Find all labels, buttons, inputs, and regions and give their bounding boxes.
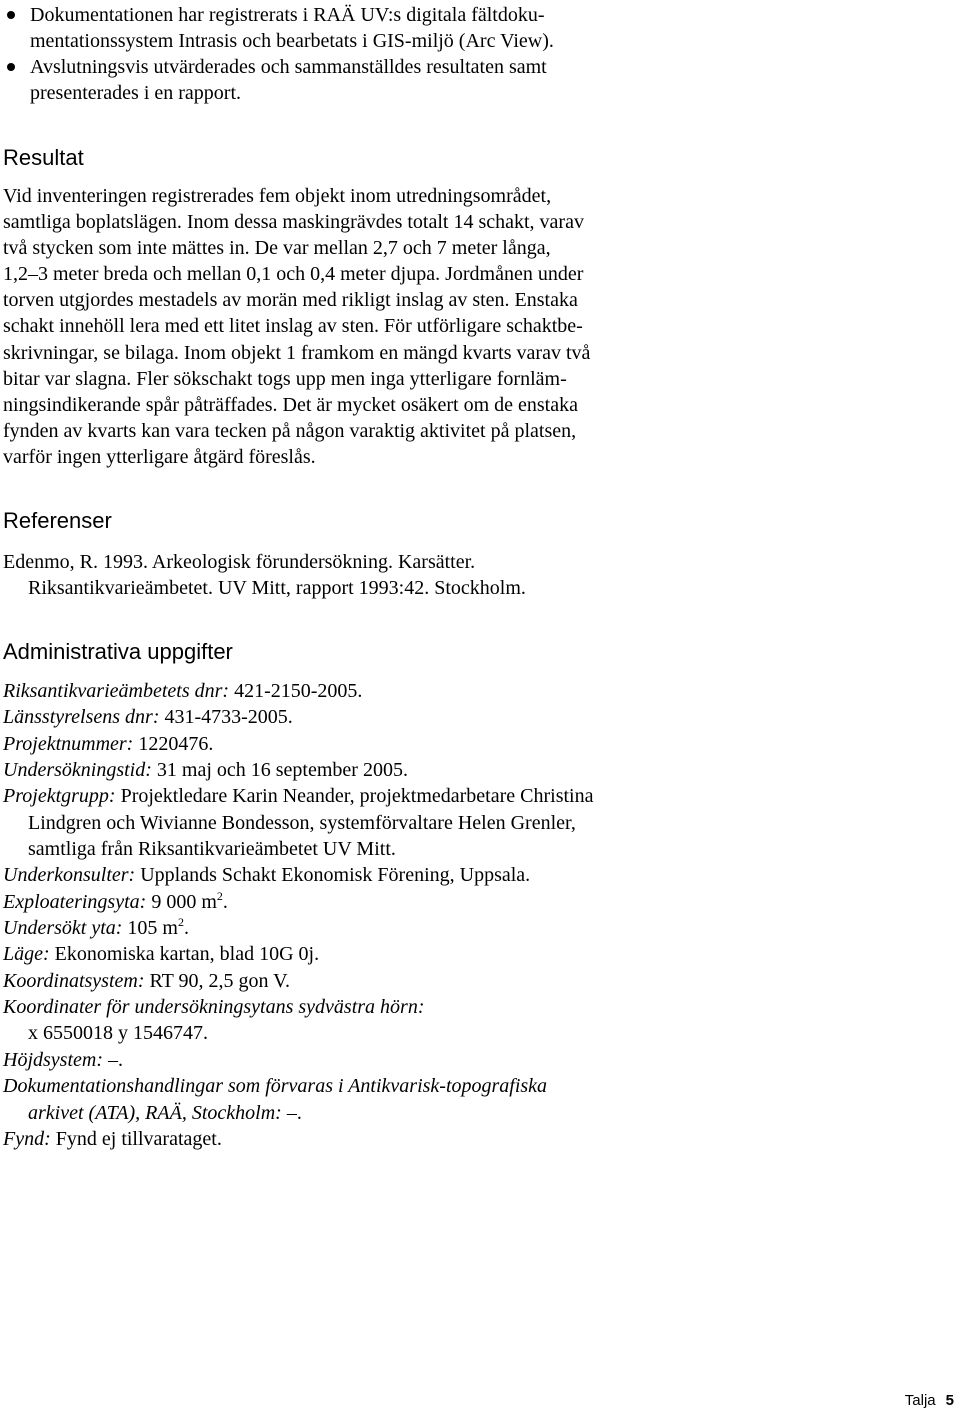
field-label: Koordinater för undersökningsytans sydvästra hörn: <box>3 996 425 1019</box>
admin-row-finds <box>3 1126 723 1152</box>
method-bullet-list <box>4 2 664 106</box>
field-value: Fynd ej tillvarataget. <box>50 1127 222 1150</box>
bullet-line: Avslutningsvis utvärderades och sammanställdes resultaten samt <box>30 56 547 78</box>
admin-row-documentation <box>3 1073 723 1099</box>
resultat-heading: Resultat <box>3 145 84 170</box>
field-value: –. <box>281 1101 302 1124</box>
bullet-dot-icon <box>7 63 15 71</box>
field-value: Ekonomiska kartan, blad 10G 0j. <box>49 943 320 966</box>
field-value: –. <box>102 1048 123 1071</box>
bullet-item <box>4 2 664 54</box>
field-label: Undersökt yta: <box>3 917 123 940</box>
admin-heading: Administrativa uppgifter <box>3 639 233 664</box>
paragraph-line: 1,2–3 meter breda och mellan 0,1 och 0,4 meter djupa. Jordmånen under <box>3 263 584 286</box>
field-label: Läge: <box>3 943 50 966</box>
admin-row-coordinates-value: x 6550018 y 1546747. <box>28 1022 208 1045</box>
field-value: 9 000 m <box>146 890 217 913</box>
referenser-heading: Referenser <box>3 508 112 533</box>
paragraph-line: ningsindikerande spår påträffades. Det är mycket osäkert om de enstaka <box>3 393 578 416</box>
admin-row-documentation-cont <box>3 1100 723 1126</box>
field-label: Länsstyrelsens dnr: <box>3 706 160 729</box>
field-value: RT 90, 2,5 gon V. <box>144 969 290 992</box>
reference-line: Riksantikvarieämbetet. UV Mitt, rapport 1993:42. Stockholm. <box>28 577 526 599</box>
admin-row-location <box>3 941 723 967</box>
admin-row-area <box>3 915 723 941</box>
admin-row-group-cont: Lindgren och Wivianne Bondesson, systemförvaltare Helen Grenler, <box>28 811 576 834</box>
admin-row-height <box>3 1047 723 1073</box>
paragraph-line: torven utgjordes mestadels av morän med rikligt inslag av sten. Enstaka <box>3 289 578 312</box>
bullet-line: Dokumentationen har registrerats i RAÄ UV:s digitala fältdoku- <box>30 4 545 26</box>
reference-entry <box>3 549 703 601</box>
paragraph-line: bitar var slagna. Fler sökschakt togs upp men inga ytterligare fornläm- <box>3 367 567 390</box>
field-label: Koordinatsystem: <box>3 969 145 992</box>
admin-row-coordsystem <box>3 968 723 994</box>
field-label: Fynd: <box>3 1127 51 1150</box>
field-value: 421-2150-2005. <box>229 680 363 702</box>
field-value: 431-4733-2005. <box>159 706 293 729</box>
bullet-line: presenterades i en rapport. <box>30 82 242 104</box>
admin-row-time <box>3 757 723 783</box>
admin-row-group-cont: samtliga från Riksantikvarieämbetet UV Mitt. <box>28 838 396 861</box>
bullet-line: mentationssystem Intrasis och bearbetats i GIS-miljö (Arc View). <box>30 30 554 52</box>
field-value: Upplands Schakt Ekonomisk Förening, Uppsala. <box>135 864 531 887</box>
admin-details <box>3 678 723 1152</box>
resultat-paragraph <box>3 183 668 470</box>
admin-row-dnr <box>3 678 723 704</box>
field-value: Projektledare Karin Neander, projektmedarbetare Christina <box>115 785 594 808</box>
field-value-end: . <box>222 890 228 913</box>
footer-label: Talja <box>904 1392 936 1409</box>
field-value: 31 maj och 16 september 2005. <box>151 759 408 782</box>
admin-row-exploitation <box>3 889 723 915</box>
field-label: Dokumentationshandlingar som förvaras i Antikvarisk-topografiska <box>3 1075 548 1098</box>
paragraph-line: varför ingen ytterligare åtgärd föreslås. <box>3 445 316 468</box>
admin-row-lst <box>3 704 723 730</box>
admin-row-consultants <box>3 862 723 888</box>
field-label: Höjdsystem: <box>3 1048 103 1071</box>
bullet-dot-icon <box>7 11 15 19</box>
field-value: 1220476. <box>133 732 214 755</box>
paragraph-line: två stycken som inte mättes in. De var mellan 2,7 och 7 meter långa, <box>3 237 551 260</box>
admin-row-project <box>3 731 723 757</box>
paragraph-line: samtliga boplatslägen. Inom dessa maskingrävdes totalt 14 schakt, varav <box>3 211 584 234</box>
field-value-end: . <box>183 917 189 940</box>
field-value: 105 m <box>122 917 178 940</box>
paragraph-line: schakt innehöll lera med ett litet inslag av sten. För utförligare schaktbe- <box>3 315 583 338</box>
field-label: Underkonsulter: <box>3 864 136 887</box>
field-label: arkivet (ATA), RAÄ, Stockholm: <box>28 1101 282 1124</box>
superscript: 2 <box>216 888 223 903</box>
page-number: 5 <box>945 1392 954 1409</box>
admin-row-coordinates-label <box>3 994 723 1020</box>
paragraph-line: skrivningar, se bilaga. Inom objekt 1 framkom en mängd kvarts varav två <box>3 341 591 364</box>
field-label: Projektgrupp: <box>3 785 116 808</box>
field-label: Riksantikvarieämbetets dnr: <box>3 680 230 702</box>
paragraph-line: fynden av kvarts kan vara tecken på någon varaktig aktivitet på platsen, <box>3 419 577 442</box>
superscript: 2 <box>177 915 184 930</box>
field-label: Undersökningstid: <box>3 759 152 782</box>
reference-line: Edenmo, R. 1993. Arkeologisk förundersökning. Karsätter. <box>3 551 476 573</box>
paragraph-line: Vid inventeringen registrerades fem objekt inom utredningsområdet, <box>3 185 552 207</box>
page-footer <box>905 1392 954 1409</box>
field-label: Projektnummer: <box>3 732 134 755</box>
bullet-item <box>4 54 664 106</box>
field-label: Exploateringsyta: <box>3 890 147 913</box>
admin-row-group <box>3 783 723 809</box>
